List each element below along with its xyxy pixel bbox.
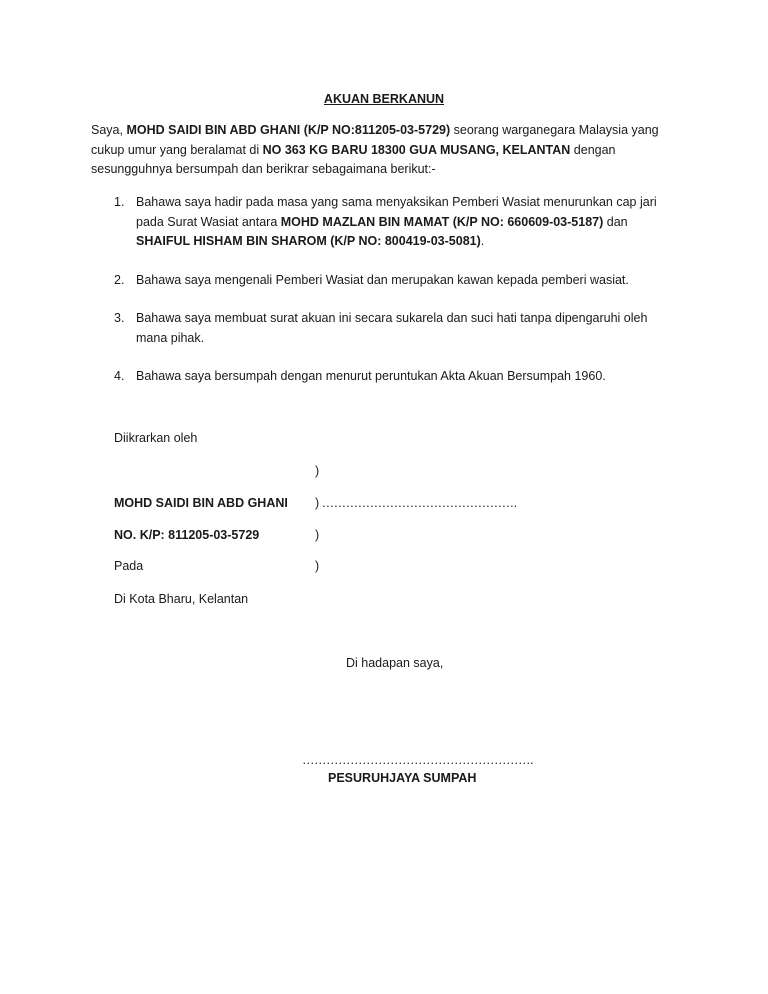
before-me-label: Di hadapan saya,	[346, 656, 444, 670]
declarant-address: NO 363 KG BARU 18300 GUA MUSANG, KELANTAN	[262, 142, 571, 157]
declarant-name: MOHD SAIDI BIN ABD GHANI	[114, 496, 288, 510]
list-item	[114, 271, 674, 291]
list-item-text: Bahawa saya hadir pada masa yang sama menyaksikan Pemberi Wasiat menurunkan cap jari pada Surat Wasiat antara	[136, 195, 657, 229]
list-item-text: Bahawa saya membuat surat akuan ini secara sukarela dan suci hati tanpa dipengaruhi oleh mana pihak.	[136, 311, 648, 345]
list-item-text: Bahawa saya mengenali Pemberi Wasiat dan merupakan kawan kepada pemberi wasiat.	[136, 272, 629, 287]
list-item-number: 1.	[114, 195, 125, 209]
beneficiary-name-ic: SHAIFUL HISHAM BIN SHAROM (K/P NO: 800419-03-5081)	[136, 234, 481, 248]
list-item-text: Bahawa saya bersumpah dengan menurut peruntukan Akta Akuan Bersumpah 1960.	[136, 369, 606, 383]
intro-text-3: dengan sesungguhnya bersumpah dan berikrar sebagaimana berikut:-	[91, 142, 616, 176]
intro-text-2: seorang warganegara Malaysia yang cukup umur yang beralamat di	[91, 123, 659, 157]
list-item-text: dan	[603, 214, 628, 229]
list-item-number: 4.	[114, 369, 125, 383]
list-item	[114, 309, 674, 348]
declared-by-label: Diikrarkan oleh	[114, 431, 198, 445]
commissioner-title: PESURUHJAYA SUMPAH	[328, 771, 477, 785]
list-item-number: 3.	[114, 311, 125, 325]
list-item-text: .	[480, 234, 485, 248]
paren-2: )	[315, 528, 320, 542]
list-item	[114, 367, 674, 387]
paren-3: )	[315, 559, 320, 573]
testator-name-ic: MOHD MAZLAN BIN MAMAT (K/P NO: 660609-03-5187)	[280, 214, 604, 229]
commissioner-signature-line: ………………………………………………….	[302, 753, 533, 767]
intro-text-1: Saya,	[91, 123, 127, 137]
place-label: Di Kota Bharu, Kelantan	[114, 592, 249, 606]
list-item-number: 2.	[114, 272, 125, 287]
declaration-list	[114, 193, 674, 387]
paren-1: )	[315, 464, 320, 478]
declarant-name-ic: MOHD SAIDI BIN ABD GHANI (K/P NO:811205-03-5729)	[126, 123, 451, 137]
date-label: Pada	[114, 559, 144, 573]
signature-line: ) ………………………………………….	[315, 496, 517, 510]
intro-paragraph	[91, 121, 691, 180]
list-item	[114, 193, 674, 252]
document-title: AKUAN BERKANUN	[323, 92, 445, 106]
declarant-ic: NO. K/P: 811205-03-5729	[114, 528, 260, 542]
